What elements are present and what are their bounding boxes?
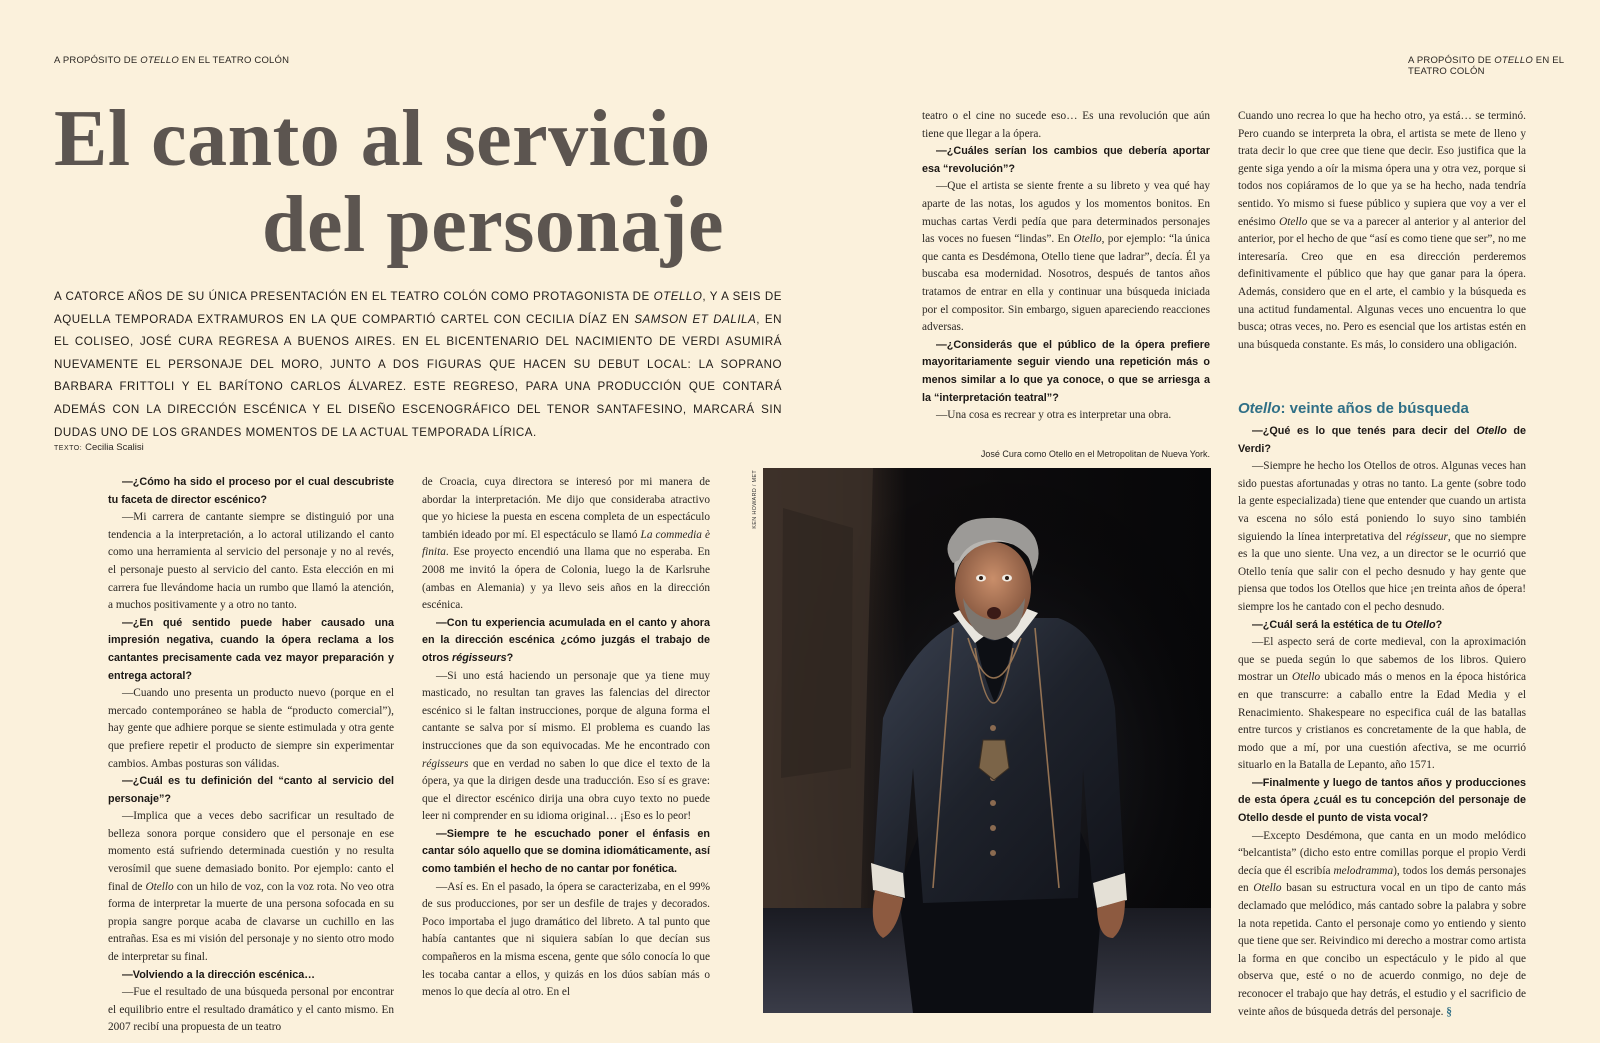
answer-text: —Que el artista se siente frente a su libreto y vea qué hay aparte de las notas, los agudos y los momentos bonitos. En muchas cartas Verdi pedía que para determinados personajes las voces no fuesen “lindas”. En [922, 180, 1210, 246]
photo-illustration [763, 468, 1211, 1013]
answer-text: ), todos los demás personajes en [1238, 864, 1526, 895]
answer-italic: Otello [1073, 233, 1102, 246]
answer-text: ubicado más o menos en la época histórica en que transcurre: a caballo entre la Edad Media y el Renacimiento. Shakespeare no especifica cuál de las batallas entre turcos y cristianos es concretamente de la que habla, de modo que a mí, por una cuestión afectiva, se me ocurrió situarlo en la Batalla de Lepanto, año 1571. [1238, 671, 1526, 772]
answer-text: —El aspecto será de corte medieval, con la aproximación que se pueda según lo que sabemos de los libros. Quiero mostrar un [1238, 636, 1526, 684]
question: —Siempre te he escuchado poner el énfasis en cantar sólo aquello que se domina idiomáticamente, así como también el hecho de no cantar por fonética. [422, 827, 710, 876]
question-text: —Con tu experiencia acumulada en el canto y ahora en la dirección escénica ¿cómo juzgás el trabajo de otros [422, 616, 710, 664]
question-italic: régisseurs [452, 651, 507, 664]
photo-credit: KEN HOWARD / MET [752, 470, 758, 529]
running-head-left [54, 55, 289, 66]
answer: —Así es. En el pasado, la ópera se caracterizaba, en el 99% de sus producciones, por ser un desfile de trajes y decorados. Poco importaba el jugo dramático del libreto. A tal punto que había cantantes que ni siquiera sabían lo que decían sus compañeros en la misma escena, gente que sólo conocía lo que les tocaba cantar a ellos, y quizás en los dúos sabían más o menos lo que decía al otro. En el [422, 880, 710, 999]
answer-text: , que no siempre es la que uno siente. Una vez, a un director se le ocurrió que Otello tenía que salir con el pecho desnudo y hay gente que piensa que todos los Otellos que hice ¡en treinta años de ópera! siempre los he cantado con el pecho desnudo. [1238, 530, 1526, 613]
lead-italic: OTELLO [653, 290, 703, 303]
running-head-work: OTELLO [1494, 55, 1533, 66]
question [422, 615, 710, 668]
text-column-1 [108, 474, 394, 1037]
photo-caption: José Cura como Otello en el Metropolitan de Nueva York. [980, 449, 1210, 459]
question: —¿Cuáles serían los cambios que debería aportar esa “revolución”? [922, 145, 1210, 175]
answer-continued [1238, 108, 1526, 354]
byline [54, 442, 144, 453]
answer-text: basan su estructura vocal en un tipo de canto más declamado que melódico, más cantado sobre la palabra y sobre la nota repetida. Canto el personaje como yo entiendo y siento que tiene que ser. Reivindico mi derecho a mostrar como artista la forma en que concibo un espectáculo y le pido al que observa que, esté o no de acuerdo conmigo, no deje de reconocer el trabajo que hay detrás, el estudio y el sacrificio de veinte años de búsqueda detrás del personaje. [1238, 882, 1526, 1018]
answer [922, 178, 1210, 336]
question-text: —¿Qué es lo que tenés para decir del [1252, 425, 1477, 437]
answer-italic: Otello [1253, 882, 1282, 895]
answer-italic: Otello [1291, 671, 1321, 684]
answer-text: Cuando uno recrea lo que ha hecho otro, ya está… se terminó. Pero cuando se interpreta la obra, el artista se mete de lleno y trata decir lo que cree que tiene que decir. Eso justifica que la gente siga yendo a oír la misma ópera una y otra vez, porque si todos nos copiáramos de lo que ya se ha hecho, nada tendría sentido. Yo mismo si fuese público y supiera que voy a ver el enésimo [1238, 110, 1526, 228]
answer-italic: Otello [145, 880, 174, 893]
question [1238, 617, 1526, 635]
lead-paragraph [54, 286, 782, 444]
answer: —Cuando uno presenta un producto nuevo (porque en el mercado contemporáneo se habla de “producto comercial”), hay gente que adhiere porque se siente estimulada y otra gente que prefiere repetir el producto de siempre sin experimentar cambios. Ambas posturas son válidas. [108, 687, 394, 770]
answer [1238, 828, 1526, 1022]
question-italic: Otello [1405, 618, 1436, 631]
text-column-5 [1238, 423, 1526, 1021]
photo-otello-performer [763, 468, 1211, 1013]
title-line-2: del personaje [261, 181, 724, 269]
answer: —Una cosa es recrear y otra es interpretar una obra. [936, 409, 1172, 422]
answer-text: , por ejemplo: “la única que canta es Desdémona, Otello tiene que ladrar”, decía. Él ya buscaba esa modernidad. Nosotros, después de tantos años tratamos de entrar en ella y continuar una búsqueda iniciada por el compositor. Sin embargo, siguen apareciendo reacciones adversas. [922, 233, 1211, 334]
answer-text: con un hilo de voz, con la voz rota. No veo otra forma de interpretar la muerte de una persona sofocada en su propia sangre porque acaba de clavarse un cuchillo en las entrañas. Esa es mi visión del personaje y no siento otro modo de interpretar su final. [108, 880, 395, 964]
question: —¿Cuál es tu definición del “canto al servicio del personaje”? [108, 775, 394, 805]
subhead-italic: Otello [1238, 400, 1281, 417]
answer-text: —Si uno está haciendo un personaje que ya tiene muy masticado, no resultan tan graves las falencias del director escénico si le faltan instrucciones, porque de alguna forma el cantante se salva por sí mismo. El problema es cuando las instrucciones que da son equivocadas. Me he encontrado con [422, 669, 710, 752]
answer-text: . Ese proyecto encendió una llama que no esperaba. En 2008 me invitó la ópera de Colonia, luego la de Karlsruhe (ambas en Alemania) y ya llevo seis años en la dirección escénica. [422, 546, 710, 612]
byline-author: Cecilia Scalisi [85, 442, 144, 453]
running-head-right [1408, 55, 1600, 77]
answer-italic: Otello [1279, 215, 1308, 228]
title-line-1: El canto al servicio [54, 95, 711, 183]
subhead-text: : veinte años de búsqueda [1280, 400, 1469, 417]
article-title [54, 96, 724, 268]
section-subhead [1238, 400, 1469, 417]
question-text: de Verdi? [1238, 425, 1526, 455]
answer-text: —Implica que a veces debo sacrificar un resultado de belleza sonora porque considero que el personaje en ese momento está sufriendo determinada cuestión y no resulta verosímil que suene demasiado bonito. Por ejemplo: canto el final de [108, 810, 394, 893]
answer [1238, 634, 1526, 775]
lead-text: A CATORCE AÑOS DE SU ÚNICA PRESENTACIÓN EN EL TEATRO COLÓN COMO PROTAGONISTA DE [54, 290, 654, 303]
running-head-prefix: A PROPÓSITO DE [1408, 55, 1495, 66]
answer-continued: teatro o el cine no sucede eso… Es una revolución que aún tiene que llegar a la ópera. [922, 110, 1210, 140]
text-column-2 [422, 474, 710, 1002]
question: —¿En qué sentido puede haber causado una impresión negativa, cuando la ópera reclama a los cantantes precisamente cada vez mayor preparación y entrega actoral? [108, 616, 394, 682]
question [1238, 423, 1526, 458]
answer-text: que en verdad no saben lo que dice el texto de la ópera, ya que la dirigen desde una traducción. Eso sí es grave: que el director escénico dirija una obra cuyo texto no puede leer ni comprender en su idioma original… ¡Eso es lo peor! [422, 757, 710, 823]
question-text: ? [1435, 618, 1443, 631]
running-head-work: OTELLO [140, 55, 179, 66]
answer: —Mi carrera de cantante siempre se distinguió por una tendencia a la interpretación, a lo actoral utilizando el canto como una herramienta al servicio del personaje y no al revés, el personaje puesto al servicio del canto. Esta elección en mi carrera fue llevándome hacia un rumbo que llamó la atención, a muchos positivamente y a otro no tanto. [108, 511, 394, 612]
text-column-3 [922, 108, 1210, 425]
answer-italic: La commedia è finita [422, 528, 710, 559]
answer [108, 808, 394, 966]
running-head-suffix: EN EL TEATRO COLÓN [178, 55, 290, 66]
lead-text: , Y A SEIS DE AQUELLA TEMPORADA EXTRAMUROS EN LA QUE COMPARTIÓ CARTEL CON CECILIA DÍAZ EN [54, 290, 782, 326]
answer-text: —Excepto Desdémona, que canta en un modo melódico “belcantista” (dicho esto entre comillas porque el propio Verdi decía que él escribía [1238, 829, 1526, 877]
answer-text: de Croacia, cuya directora se interesó por mi manera de abordar la interpretación. Me dijo que consideraba atractivo que yo hiciese la puesta en escena completa de un espectáculo también ideado por mí. El espectáculo se llamó [422, 476, 710, 541]
answer [422, 668, 710, 826]
question: —Finalmente y luego de tantos años y producciones de esta ópera ¿cuál es tu concepción del personaje de Otello desde el punto de vista vocal? [1238, 776, 1526, 825]
answer-text: que se va a parecer al anterior y al anterior del anterior, por el hecho de que “así es como tiene que ser”, no me interesaría. Creo que en esa dirección perderemos definitivamente el público que hay que ganar para la ópera. Además, considero que en el arte, el cambio y la búsqueda es una actitud fundamental. Algunas veces uno encuentra lo que busca; otras veces, no. Pero es esencial que los artistas estén en una búsqueda constante. Es más, lo considero una obligación. [1238, 215, 1526, 351]
question-text: —¿Cuál será la estética de tu [1252, 618, 1406, 631]
answer-italic: régisseur [1405, 530, 1448, 543]
answer-continued [422, 474, 710, 615]
end-mark: § [1446, 1005, 1452, 1018]
question-italic: Otello [1476, 425, 1507, 437]
lead-italic: SAMSON ET DALILA [634, 312, 757, 326]
running-head-suffix: EN EL TEATRO COLÓN [1408, 55, 1564, 77]
running-head-prefix: A PROPÓSITO DE [54, 55, 141, 66]
byline-label: TEXTO: [54, 445, 83, 452]
question-text: ? [506, 651, 514, 664]
answer-italic: régisseurs [422, 757, 469, 770]
question: —¿Considerás que el público de la ópera prefiere mayoritariamente seguir viendo una repetición más o menos similar a lo que ya conoce, o que se arriesga a la “interpretación teatral”? [922, 338, 1210, 404]
answer-italic: melodramma [1333, 864, 1394, 877]
answer-text: —Siempre he hecho los Otellos de otros. Algunas veces han sido puestas afortunadas y otras no tanto. La gente (sobre todo la gente especializada) tiene que entender que cuando un artista va escena no sólo está poniendo lo suyo sino también siguiendo la línea interpretativa del [1238, 460, 1526, 543]
question: —¿Cómo ha sido el proceso por el cual descubriste tu faceta de director escénico? [108, 476, 394, 506]
question: —Volviendo a la dirección escénica… [122, 968, 316, 981]
answer: —Fue el resultado de una búsqueda personal por encontrar el equilibrio entre el resultado dramático y el canto mismo. En 2007 recibí una propuesta de un teatro [108, 986, 394, 1034]
text-column-4 [1238, 108, 1526, 354]
lead-text: , EN EL COLISEO, JOSÉ CURA REGRESA A BUENOS AIRES. EN EL BICENTENARIO DEL NACIMIENTO DE VERDI ASUMIRÁ NUEVAMENTE EL PERSONAJE DEL MORO, JUNTO A DOS FIGURAS QUE HACEN SU DEBUT LOCAL: LA SOPRANO BARBARA FRITTOLI Y EL BARÍTONO CARLOS ÁLVAREZ. ESTE REGRESO, PARA UNA PRODUCCIÓN QUE CONTARÁ ADEMÁS CON LA DIRECCIÓN ESCÉNICA Y EL DISEÑO ESCENOGRÁFICO DEL TENOR SANTAFESINO, MARCARÁ SIN DUDAS UNO DE LOS GRANDES MOMENTOS DE LA ACTUAL TEMPORADA LÍRICA. [54, 312, 782, 439]
answer [1238, 458, 1526, 616]
